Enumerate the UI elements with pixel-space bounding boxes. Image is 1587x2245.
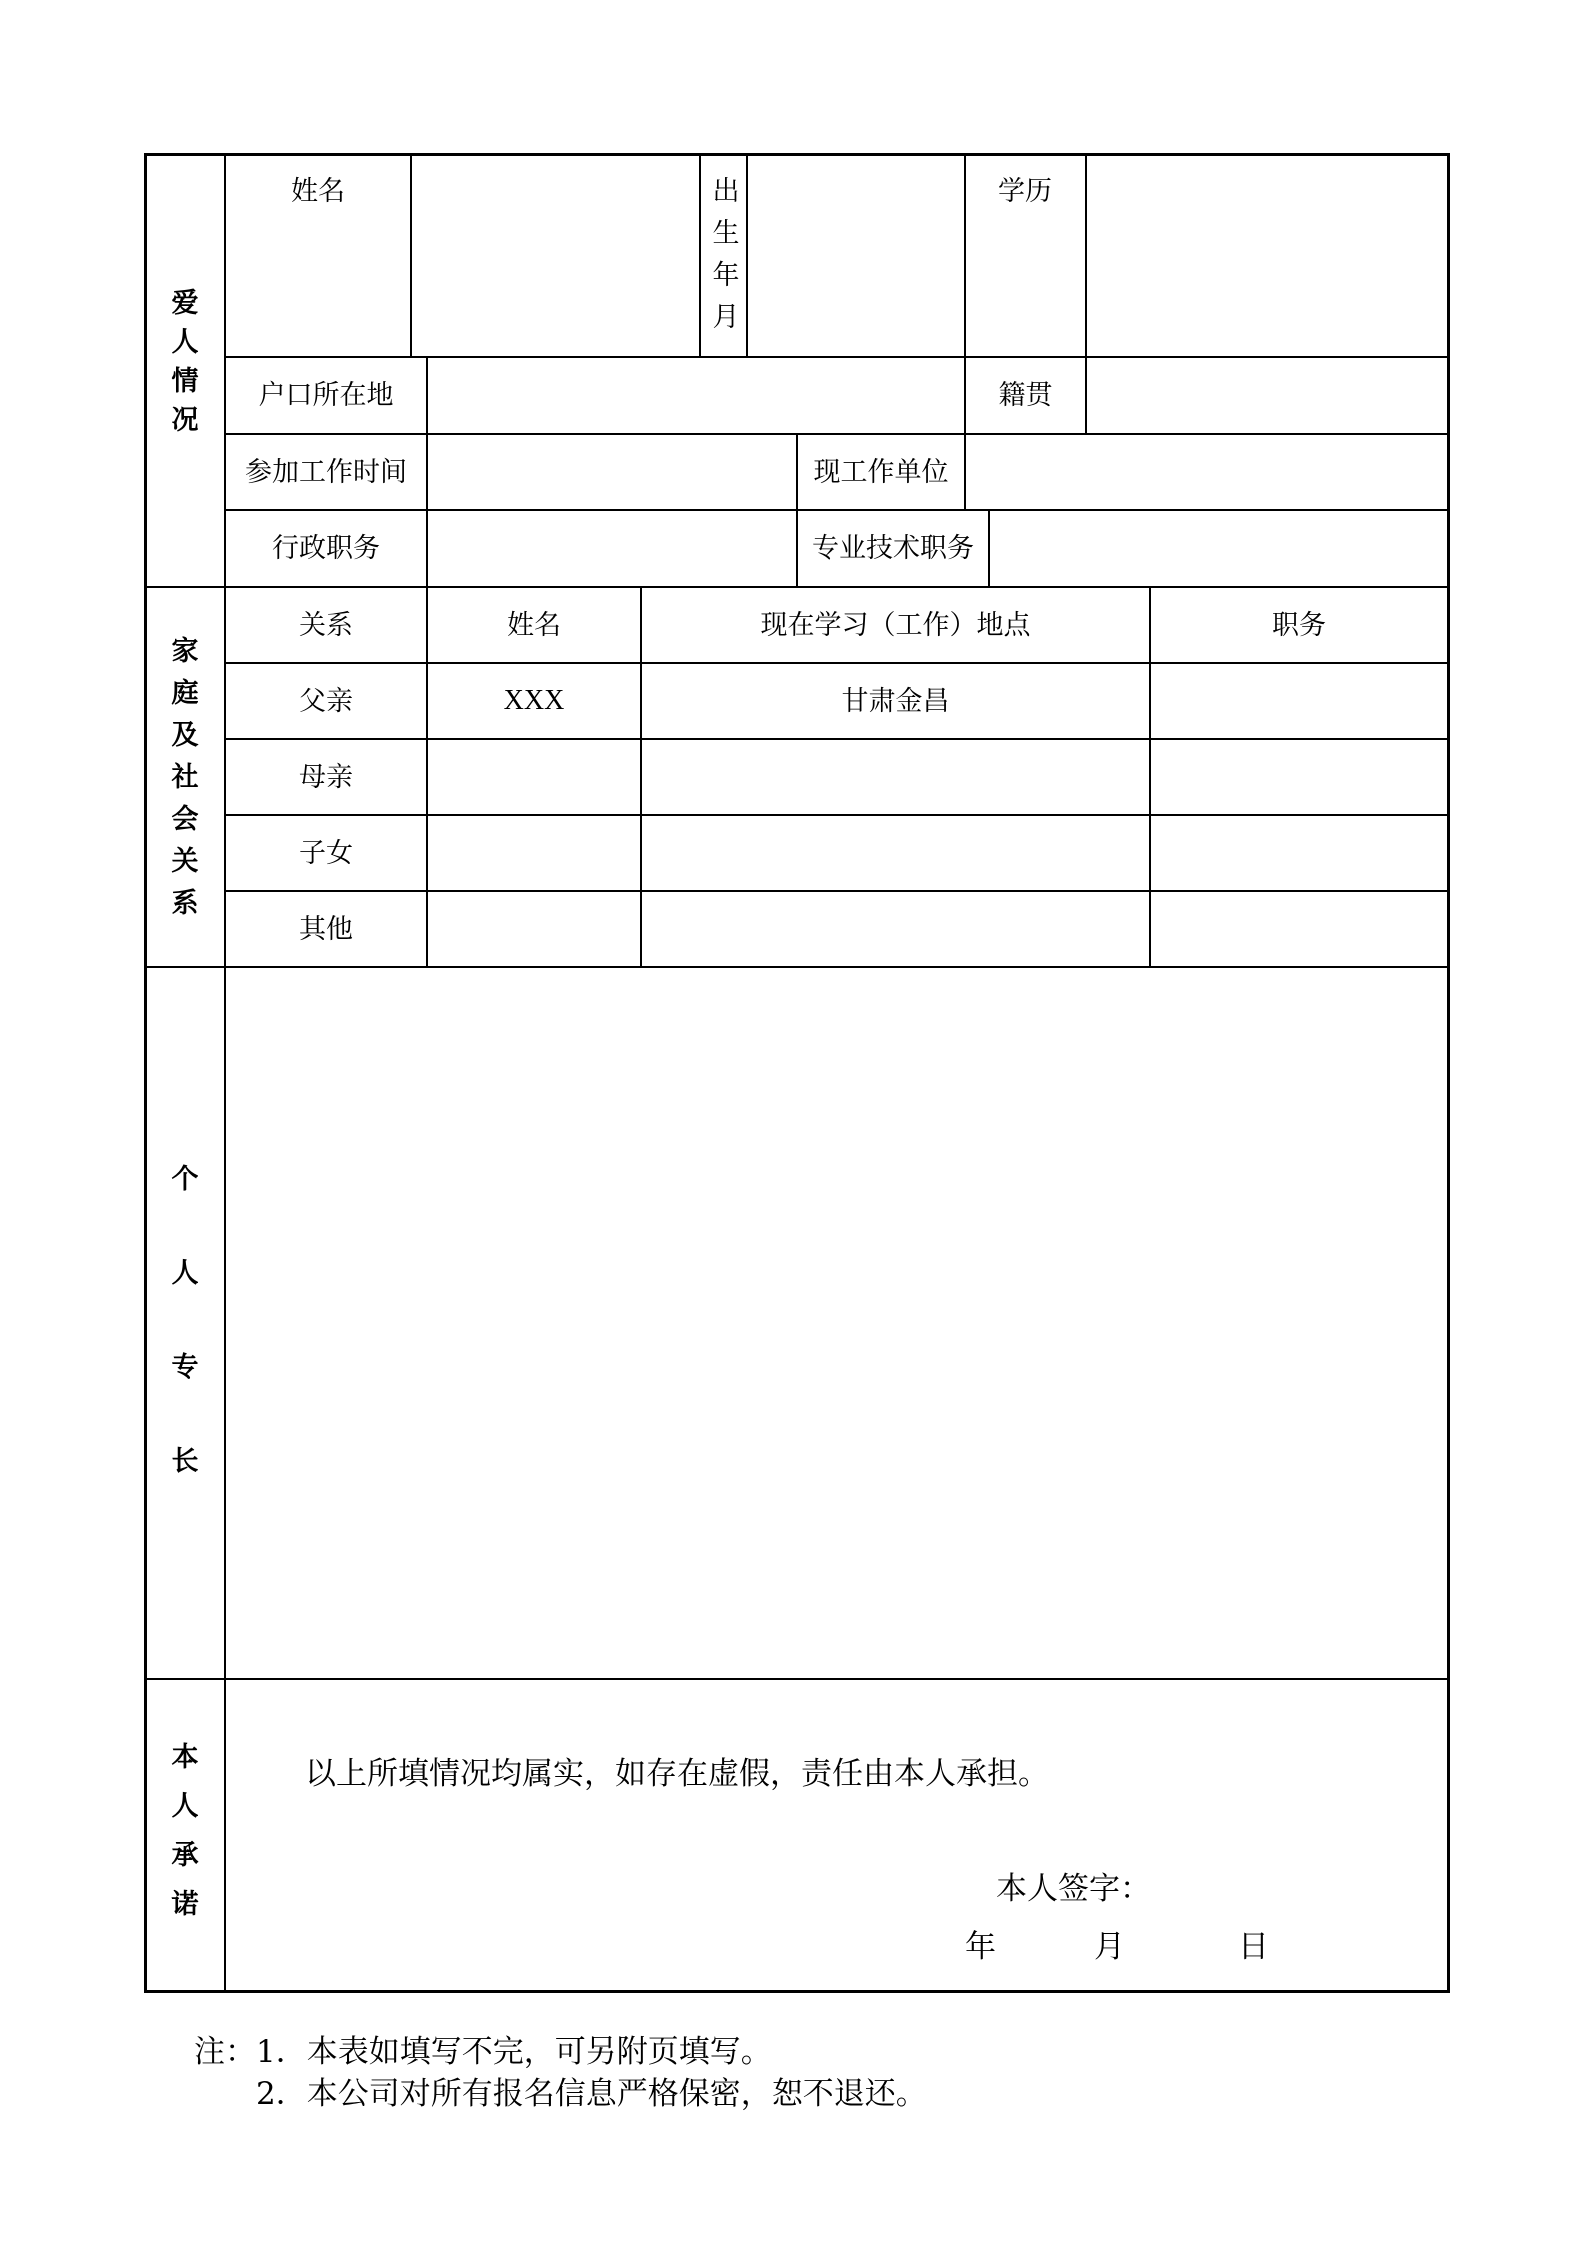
family-header-position: 职务	[1272, 609, 1326, 641]
family-header-location: 现在学习（工作）地点	[760, 609, 1031, 641]
family-row-location[interactable]	[642, 816, 1149, 890]
spouse-admin-position-field[interactable]	[428, 511, 795, 586]
signature-label: 本人签字：	[996, 1871, 1151, 1907]
spouse-tech-position-label: 专业技术职务	[812, 533, 974, 564]
family-row-position[interactable]	[1151, 664, 1447, 738]
skills-section-label: 个 人 专 长	[171, 1164, 199, 1477]
notes-line-2: 2．本公司对所有报名信息严格保密，恕不退还。	[256, 2076, 927, 2112]
spouse-work-start-field[interactable]	[428, 435, 795, 509]
skills-field[interactable]	[226, 968, 1447, 1677]
family-row-location[interactable]	[642, 740, 1149, 814]
family-row-position[interactable]	[1151, 892, 1447, 966]
spouse-employer-field[interactable]	[966, 435, 1447, 509]
family-row-location[interactable]: 甘肃金昌	[841, 685, 950, 717]
spouse-birth-field[interactable]	[748, 157, 963, 355]
family-row-relation: 母亲	[299, 761, 353, 793]
spouse-section-label: 爱 人 情 况	[171, 288, 199, 436]
date-day-label: 日	[1238, 1929, 1269, 1965]
family-row-name[interactable]: XXX	[503, 685, 565, 716]
family-section-label: 家 庭 及 社 会 关 系	[171, 636, 199, 919]
spouse-hukou-label: 户口所在地	[258, 380, 394, 411]
spouse-employer-label: 现工作单位	[813, 456, 949, 488]
spouse-name-label: 姓名	[291, 176, 345, 207]
family-row-name[interactable]	[428, 892, 640, 966]
date-year-label: 年	[965, 1929, 996, 1965]
spouse-education-field[interactable]	[1087, 157, 1447, 355]
family-row-position[interactable]	[1151, 816, 1447, 890]
notes-prefix: 注：	[194, 2034, 256, 2070]
spouse-education-label: 学历	[998, 176, 1052, 207]
family-row-name[interactable]	[428, 740, 640, 814]
family-row-relation: 父亲	[299, 685, 353, 717]
family-row-relation: 子女	[299, 837, 353, 869]
family-header-name: 姓名	[507, 609, 561, 641]
family-row-name[interactable]	[428, 816, 640, 890]
spouse-native-place-field[interactable]	[1087, 358, 1447, 433]
family-row-location[interactable]	[642, 892, 1149, 966]
spouse-birth-label: 出 生 年 月	[712, 176, 740, 333]
spouse-tech-position-field[interactable]	[990, 511, 1447, 586]
family-header-relation: 关系	[299, 609, 353, 641]
spouse-hukou-field[interactable]	[428, 358, 963, 433]
family-row-position[interactable]	[1151, 740, 1447, 814]
pledge-statement: 以上所填情况均属实，如存在虚假，责任由本人承担。	[305, 1756, 1049, 1792]
date-month-label: 月	[1094, 1929, 1125, 1965]
section-divider	[146, 1678, 1448, 1680]
spouse-work-start-label: 参加工作时间	[245, 456, 407, 488]
family-row-relation: 其他	[299, 913, 353, 945]
notes-line-1: 1．本表如填写不完，可另附页填写。	[256, 2034, 772, 2070]
pledge-section-label: 本 人 承 诺	[171, 1742, 199, 1920]
spouse-admin-position-label: 行政职务	[272, 533, 380, 564]
spouse-name-field[interactable]	[412, 157, 698, 355]
col-divider	[699, 155, 701, 356]
spouse-native-place-label: 籍贯	[998, 380, 1053, 411]
